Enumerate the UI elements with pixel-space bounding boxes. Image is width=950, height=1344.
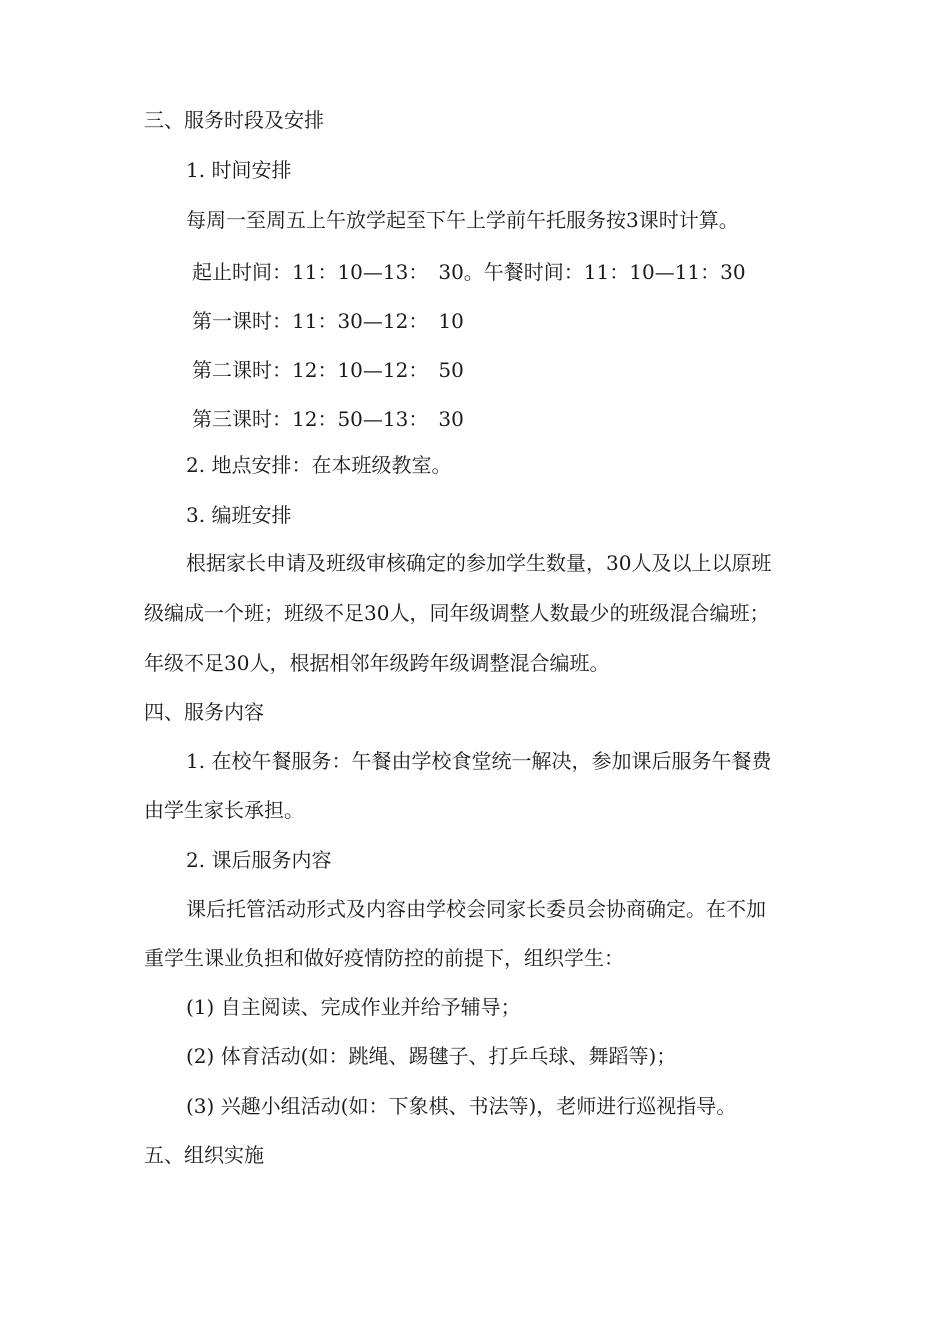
schedule-line: 第三课时：12：50—13： 30 (192, 407, 464, 431)
paragraph-line: 根据家长申请及班级审核确定的参加学生数量，30人及以上以原班 (186, 551, 772, 575)
subheading-location: 2. 地点安排：在本班级教室。 (186, 453, 452, 477)
subheading-class-arrangement: 3. 编班安排 (186, 503, 292, 527)
paragraph-line: 级编成一个班；班级不足30人，同年级调整人数最少的班级混合编班； (144, 601, 770, 625)
section-heading-5: 五、组织实施 (144, 1143, 264, 1167)
list-item: (3) 兴趣小组活动(如：下象棋、书法等)，老师进行巡视指导。 (186, 1094, 737, 1118)
paragraph-line: 重学生课业负担和做好疫情防控的前提下，组织学生： (144, 946, 624, 970)
schedule-line: 第一课时：11：30—12： 10 (192, 309, 464, 333)
paragraph-line: 课后托管活动形式及内容由学校会同家长委员会协商确定。在不加 (186, 897, 766, 921)
schedule-line: 起止时间：11：10—13： 30。午餐时间：11：10—11：30 (192, 260, 746, 284)
paragraph-line: 1. 在校午餐服务：午餐由学校食堂统一解决，参加课后服务午餐费 (186, 749, 772, 773)
list-item: (1) 自主阅读、完成作业并给予辅导； (186, 995, 521, 1019)
subheading-after-school: 2. 课后服务内容 (186, 848, 332, 872)
subheading-time-arrangement: 1. 时间安排 (186, 158, 292, 182)
paragraph-time-arrangement: 每周一至周五上午放学起至下午上学前午托服务按3课时计算。 (186, 208, 739, 232)
section-heading-4: 四、服务内容 (144, 700, 264, 724)
section-heading-3: 三、服务时段及安排 (144, 108, 324, 132)
paragraph-line: 年级不足30人，根据相邻年级跨年级调整混合编班。 (144, 651, 610, 675)
paragraph-line: 由学生家长承担。 (144, 798, 304, 822)
list-item: (2) 体育活动(如：跳绳、踢毽子、打乒乓球、舞蹈等)； (186, 1044, 677, 1068)
schedule-line: 第二课时：12：10—12： 50 (192, 358, 464, 382)
